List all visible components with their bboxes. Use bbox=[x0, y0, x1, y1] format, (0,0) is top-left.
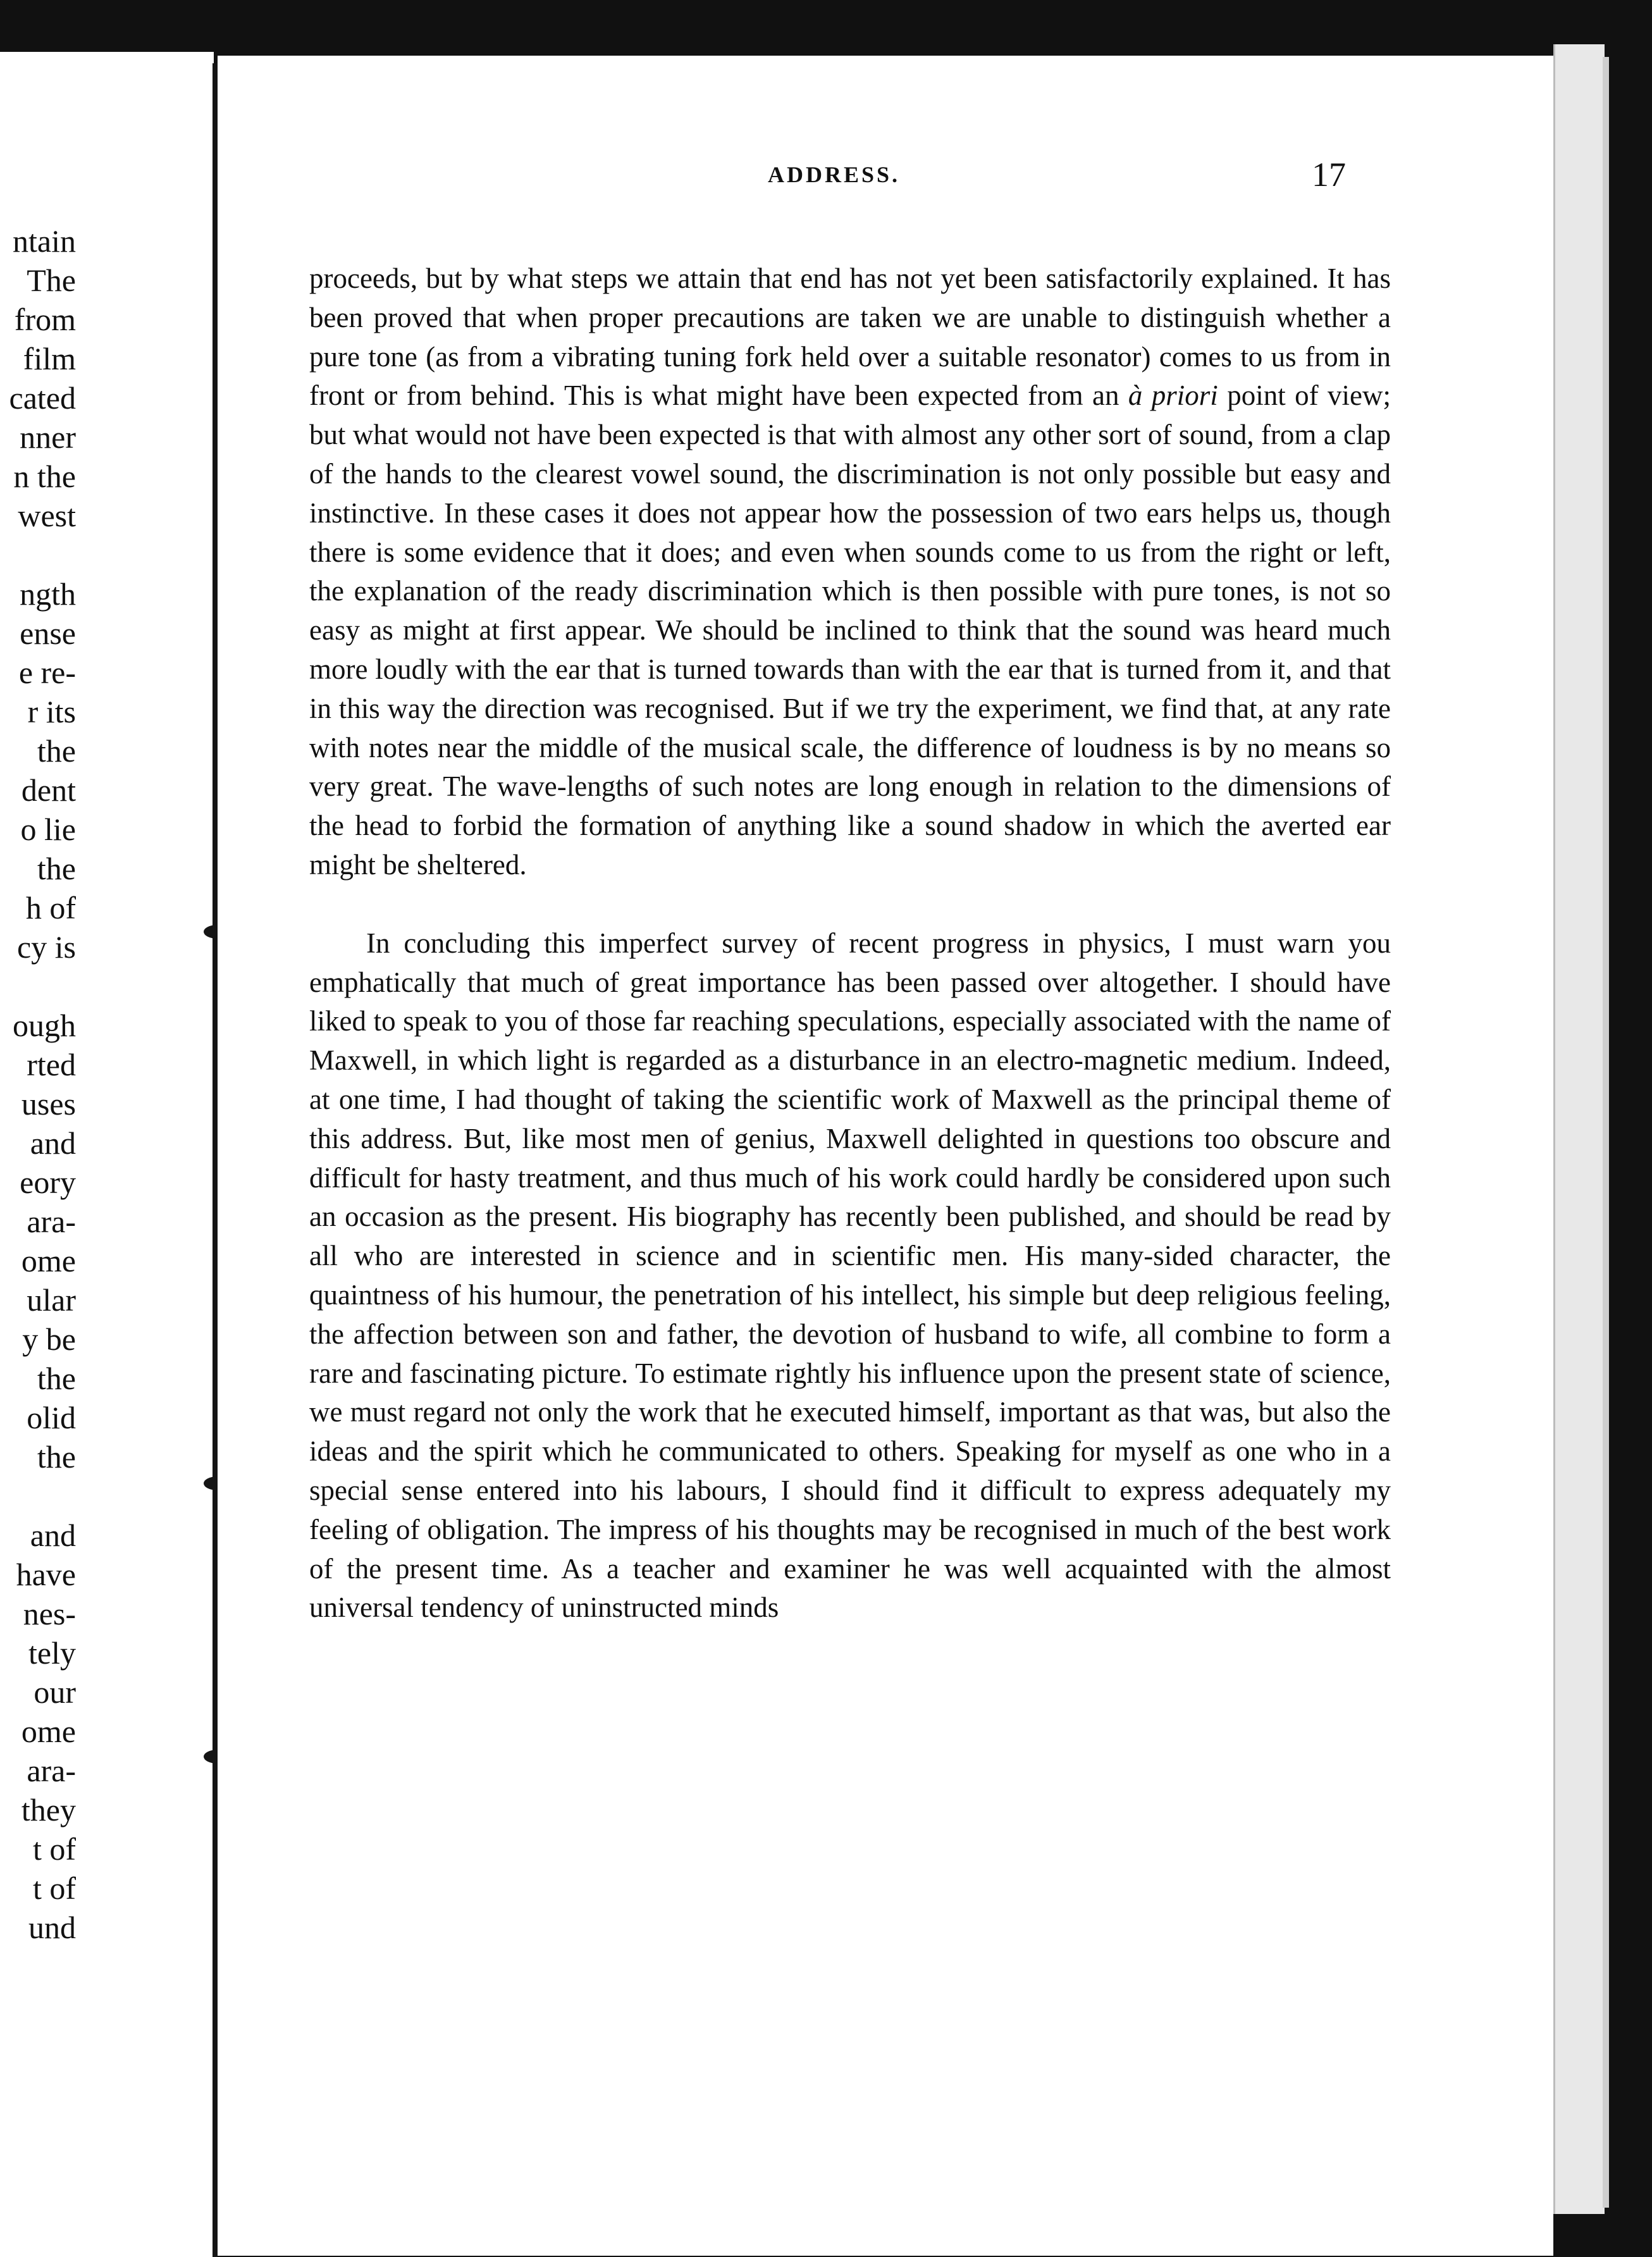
facing-page-fragment: eory bbox=[20, 1165, 76, 1200]
facing-page-fragment bbox=[0, 967, 76, 1006]
facing-page-fragment: nes- bbox=[23, 1596, 76, 1631]
facing-page-fragment: rted bbox=[27, 1047, 76, 1082]
facing-page-fragment: from bbox=[14, 302, 76, 337]
facing-page-fragment: ara- bbox=[27, 1204, 76, 1239]
running-head bbox=[218, 149, 1553, 200]
page-number: 17 bbox=[1312, 156, 1346, 194]
page-stack-edge bbox=[1553, 44, 1605, 2214]
facing-page-fragment: ular bbox=[27, 1282, 76, 1318]
facing-page-fragment: ome bbox=[21, 1714, 76, 1749]
facing-page-fragment: tely bbox=[28, 1635, 76, 1671]
body-text bbox=[309, 259, 1391, 1628]
facing-page-fragment: olid bbox=[27, 1400, 76, 1435]
facing-page-fragment: our bbox=[34, 1674, 76, 1710]
facing-page bbox=[0, 52, 214, 2257]
facing-page-fragment: dent bbox=[21, 772, 76, 808]
facing-page-text-fragments bbox=[0, 221, 76, 1947]
book-page bbox=[218, 56, 1553, 2256]
facing-page-fragment: they bbox=[21, 1792, 76, 1827]
facing-page-fragment: o lie bbox=[20, 812, 76, 847]
facing-page-fragment: t of bbox=[32, 1871, 76, 1906]
facing-page-fragment: the bbox=[37, 851, 76, 886]
facing-page-fragment: ara- bbox=[27, 1753, 76, 1788]
paragraph: proceeds, but by what steps we attain that end has not yet been satisfactorily explained. It has been proved that when proper precautions are taken we are unable to distinguish whether a pure tone (as from a vibrating tuning fork held over a suitable resonator) comes to us from in front or from behind. This is what might have been expected from an à priori point of view; but what would not have been expected is that with almost any other sort of sound, from a clap of the hands to the clearest vowel sound, the discrimination is not only possible but easy and instinctive. In these cases it does not appear how the possession of two ears helps us, though there is some evidence that it does; and even when sounds come to us from the right or left, the explanation of the ready discrimination which is then possible with pure tones, is not so easy as might at first appear. We should be inclined to think that the sound was heard much more loudly with the ear that is turned towards than with the ear that is turned from it, and that in this way the direction was recognised. But if we try the experiment, we find that, at any rate with notes near the middle of the musical scale, the difference of loudness is by no means so very great. The wave-lengths of such notes are long enough in relation to the dimensions of the head to forbid the formation of anything like a sound shadow in which the averted ear might be sheltered. bbox=[309, 263, 1391, 881]
book-spine-binding bbox=[213, 63, 218, 2257]
facing-page-fragment: ough bbox=[13, 1008, 76, 1043]
facing-page-fragment: the bbox=[37, 733, 76, 769]
facing-page-fragment: cy is bbox=[16, 929, 76, 965]
facing-page-fragment: uses bbox=[21, 1086, 76, 1122]
facing-page-fragment: n the bbox=[13, 459, 76, 494]
facing-page-fragment: ngth bbox=[20, 576, 76, 612]
facing-page-fragment: cated bbox=[9, 380, 76, 416]
facing-page-fragment: und bbox=[28, 1910, 76, 1945]
facing-page-fragment: the bbox=[37, 1439, 76, 1475]
facing-page-fragment: y be bbox=[22, 1321, 76, 1357]
facing-page-fragment bbox=[0, 535, 76, 574]
facing-page-fragment: and bbox=[30, 1125, 76, 1161]
facing-page-fragment: the bbox=[37, 1361, 76, 1396]
italic-phrase: à priori bbox=[1128, 380, 1218, 412]
running-title: ADDRESS. bbox=[768, 162, 901, 187]
facing-page-fragment: and bbox=[30, 1518, 76, 1553]
facing-page-fragment: west bbox=[18, 498, 76, 533]
facing-page-fragment: r its bbox=[27, 694, 76, 729]
facing-page-fragment: have bbox=[16, 1557, 76, 1592]
facing-page-fragment: ntain bbox=[13, 223, 76, 259]
paragraph: In concluding this imperfect survey of recent progress in physics, I must warn you emphatically that much of great importance has been passed over altogether. I should have liked to speak to you of those far reaching speculations, especially associated with the name of Maxwell, in which light is regarded as a disturbance in an electro-magnetic medium. Indeed, at one time, I had thought of taking the scientific work of Maxwell as the principal theme of this address. But, like most men of genius, Maxwell delighted in questions too obscure and difficult for hasty treatment, and thus much of his work could hardly be considered upon such an occasion as the present. His biography has recently been published, and should be read by all who are interested in science and in scientific men. His many-sided character, the quaintness of his humour, the penetration of his intellect, his simple but deep religious feeling, the affection between son and father, the devotion of husband to wife, all combine to form a rare and fascinating picture. To estimate rightly his influence upon the present state of science, we must regard not only the work that he executed himself, important as that was, but also the ideas and the spirit which he communicated to others. Speaking for myself as one who in a special sense entered into his labours, I should find it difficult to express adequately my feeling of obligation. The impress of his thoughts may be recognised in much of the best work of the present time. As a teacher and examiner he was well acquainted with the almost universal tendency of uninstructed minds bbox=[309, 927, 1391, 1624]
facing-page-fragment: e re- bbox=[18, 655, 76, 690]
facing-page-fragment bbox=[0, 1476, 76, 1516]
facing-page-fragment: ense bbox=[20, 615, 76, 651]
page-stack-edge bbox=[1603, 57, 1609, 2208]
facing-page-fragment: film bbox=[23, 341, 76, 376]
facing-page-fragment: nner bbox=[20, 419, 76, 455]
facing-page-fragment: The bbox=[27, 263, 76, 298]
facing-page-fragment: h of bbox=[25, 890, 76, 925]
facing-page-fragment: ome bbox=[21, 1243, 76, 1278]
facing-page-fragment: t of bbox=[32, 1831, 76, 1867]
